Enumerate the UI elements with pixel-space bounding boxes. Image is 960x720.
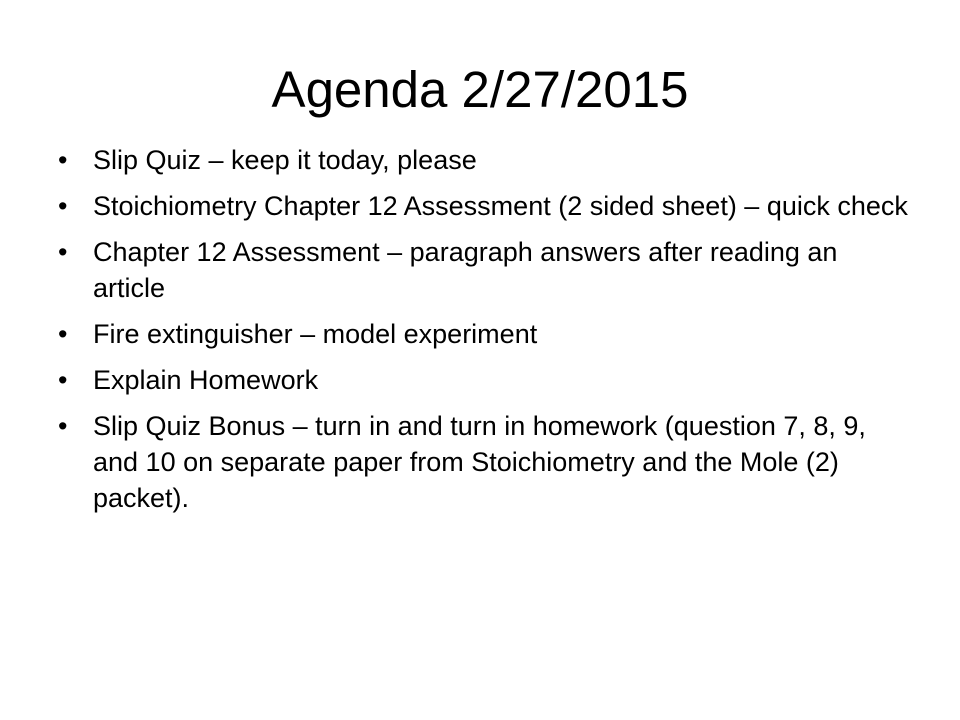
agenda-item-text: Slip Quiz – keep it today, please — [93, 145, 477, 175]
agenda-item-text: Chapter 12 Assessment – paragraph answers after reading an article — [93, 237, 838, 303]
bullet-icon: • — [58, 191, 68, 221]
bullet-icon: • — [58, 319, 68, 349]
agenda-item — [58, 362, 908, 398]
agenda-item — [58, 408, 908, 516]
agenda-item-text: Stoichiometry Chapter 12 Assessment (2 sided sheet) – quick check — [93, 191, 908, 221]
agenda-item-text: Explain Homework — [93, 365, 319, 395]
bullet-icon: • — [58, 237, 68, 267]
bullet-icon: • — [58, 365, 68, 395]
agenda-item — [58, 142, 908, 178]
agenda-item — [58, 234, 908, 306]
agenda-item-text: Slip Quiz Bonus – turn in and turn in homework (question 7, 8, 9, and 10 on separate paper from Stoichiometry and the Mole (2) packet). — [93, 411, 866, 513]
agenda-list — [58, 142, 908, 526]
agenda-item — [58, 188, 908, 224]
agenda-item — [58, 316, 908, 352]
slide-title: Agenda 2/27/2015 — [271, 61, 689, 118]
bullet-icon: • — [58, 145, 68, 175]
bullet-icon: • — [58, 411, 68, 441]
agenda-item-text: Fire extinguisher – model experiment — [93, 319, 538, 349]
